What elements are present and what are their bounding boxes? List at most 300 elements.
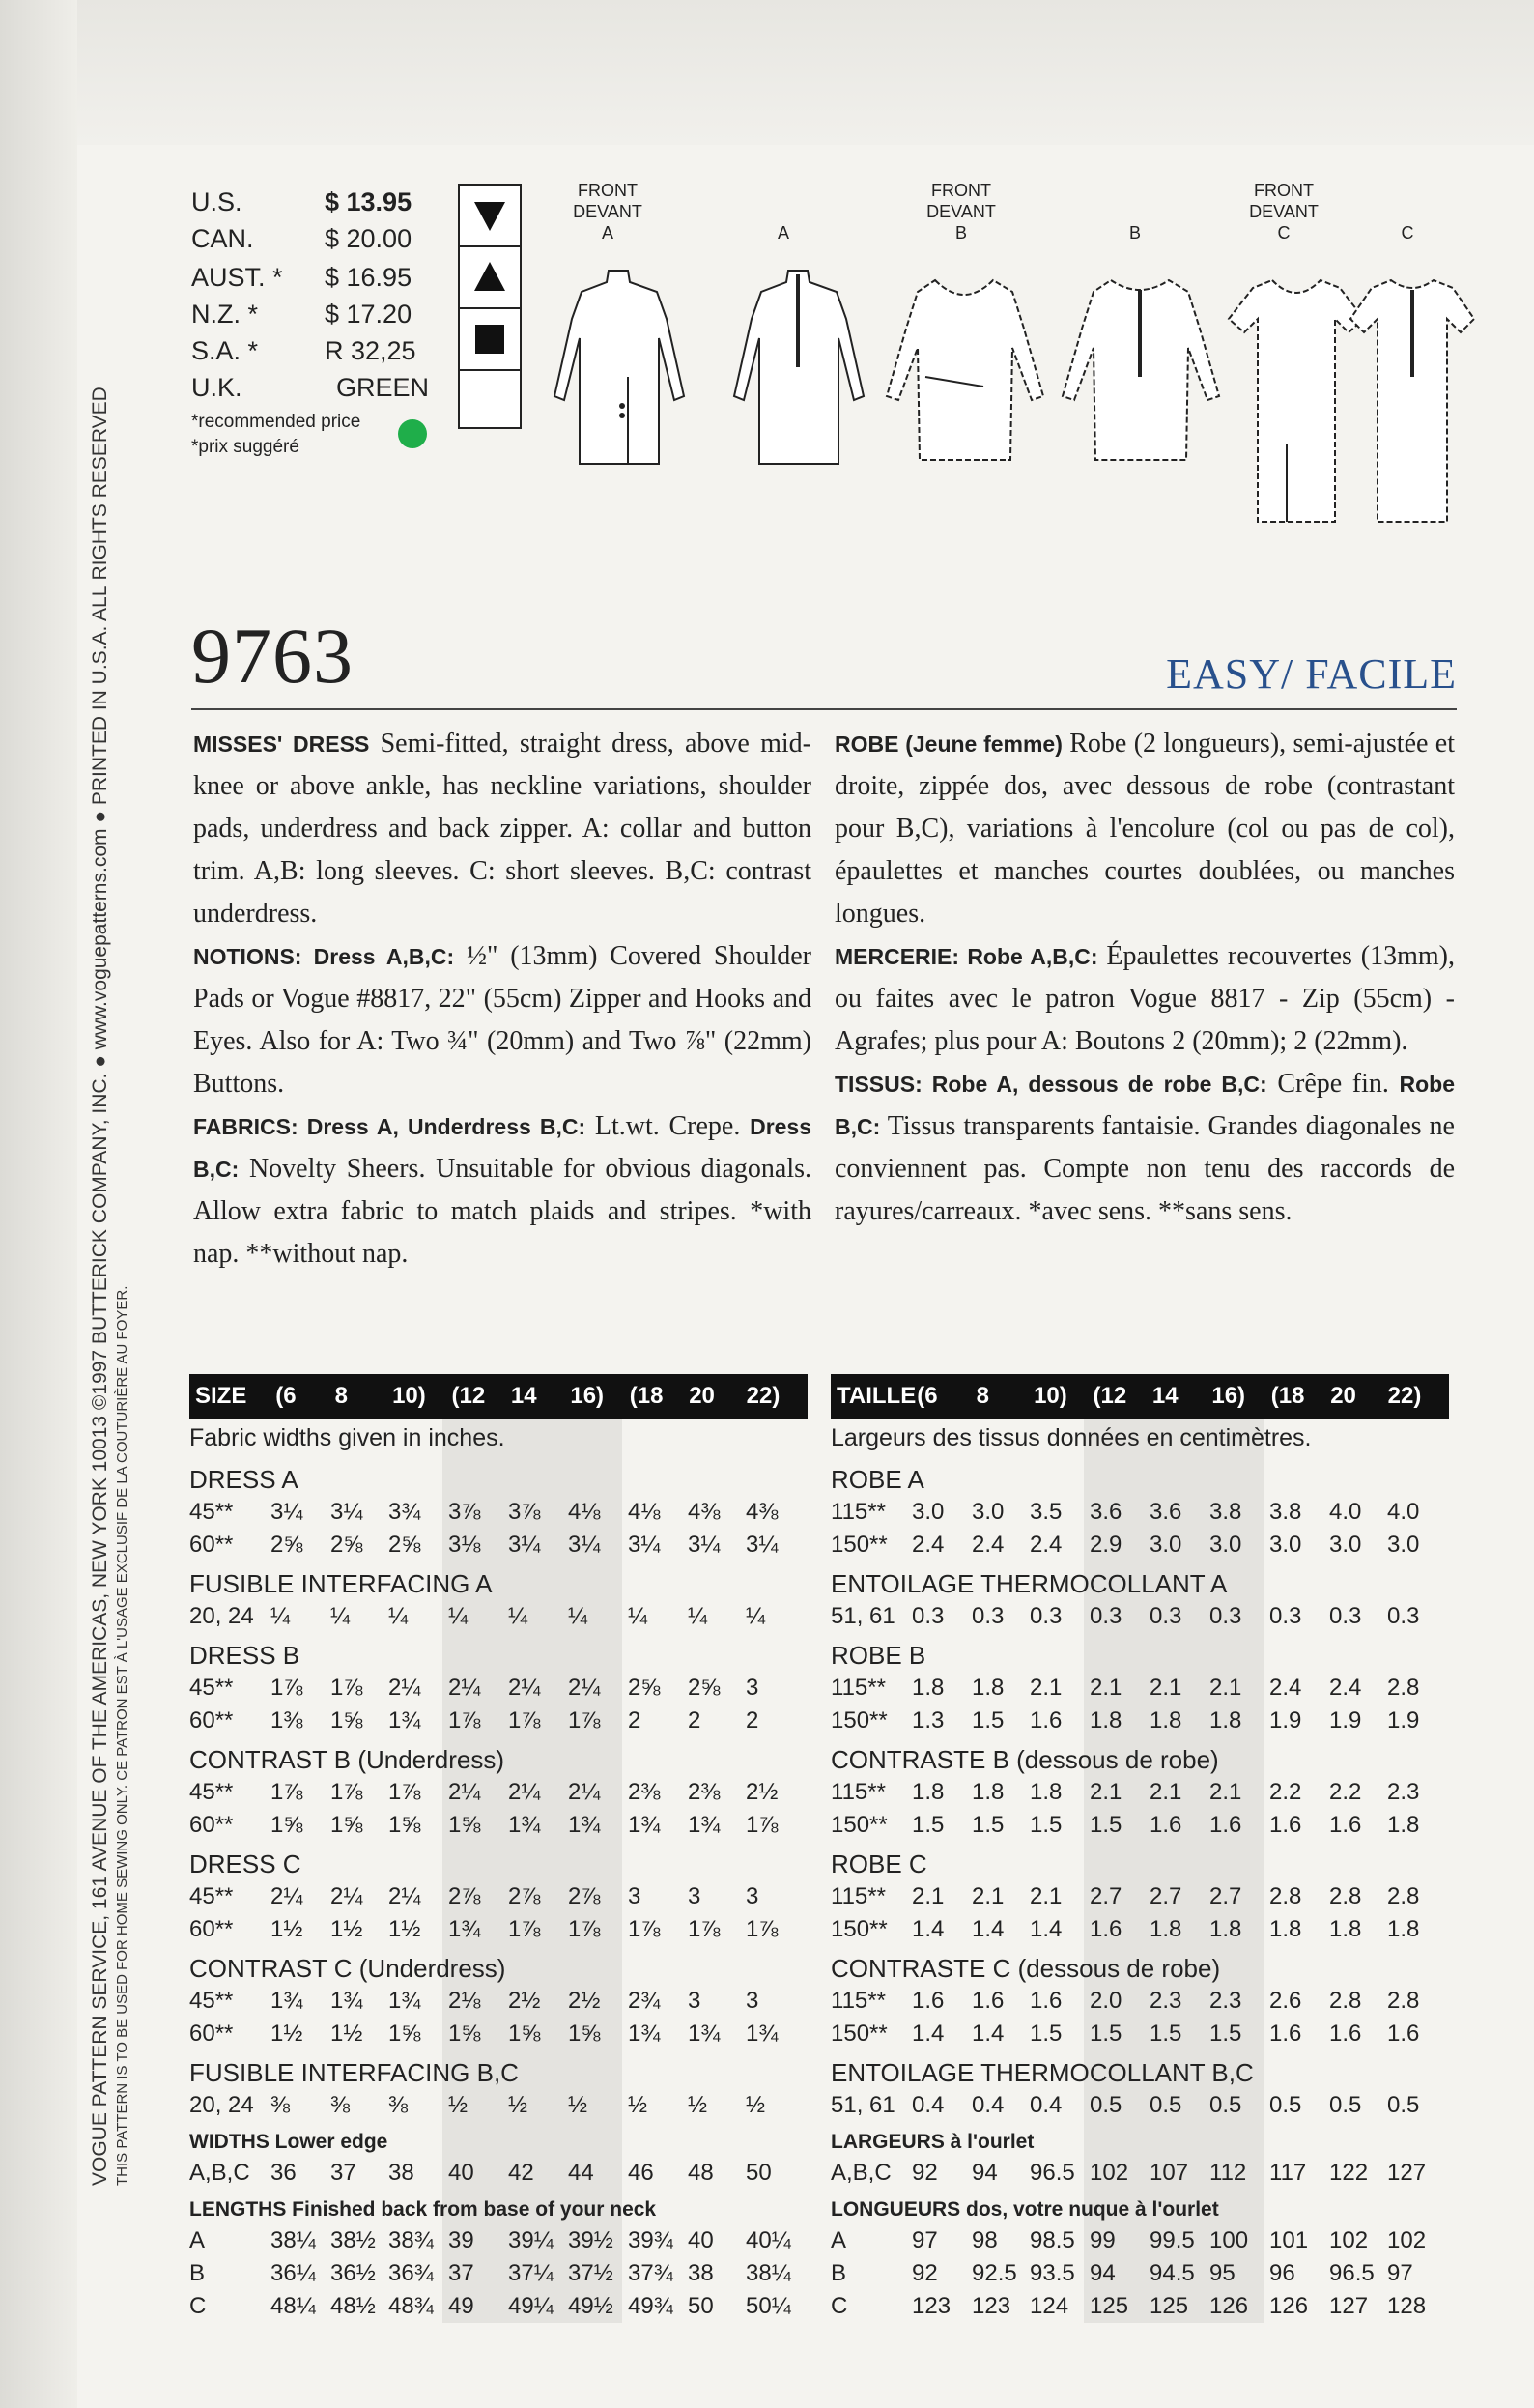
table-cell: 1.8 bbox=[1090, 1707, 1122, 1734]
table-cell: 2.8 bbox=[1329, 1988, 1362, 2014]
table-cell: 3.0 bbox=[1209, 1532, 1242, 1558]
table-cell: 0.5 bbox=[1090, 2092, 1122, 2118]
table-cell: 1.5 bbox=[1090, 2021, 1122, 2047]
table-cell: 3¼ bbox=[330, 1499, 363, 1525]
fabrics-title: TISSUS: Robe A, dessous de robe B,C: bbox=[835, 1072, 1267, 1097]
table-cell: 50 bbox=[746, 2160, 772, 2186]
table-cell: 1.8 bbox=[1209, 1916, 1242, 1942]
table-cell: 2.8 bbox=[1269, 1883, 1302, 1909]
row-label: 150** bbox=[831, 1916, 888, 1942]
fabrics-en bbox=[193, 1105, 811, 1276]
table-cell: 1¾ bbox=[330, 1988, 363, 2014]
table-cell: 3.5 bbox=[1030, 1499, 1063, 1525]
table-cell: 1.6 bbox=[1269, 1812, 1302, 1838]
table-cell: 1⅞ bbox=[746, 1812, 779, 1838]
table-cell: 4⅛ bbox=[568, 1499, 601, 1525]
table-row bbox=[831, 1985, 1449, 2018]
table-cell: 3¼ bbox=[746, 1532, 779, 1558]
envelope-side-edge bbox=[0, 0, 77, 2408]
table-row bbox=[189, 2257, 808, 2290]
table-row bbox=[831, 1529, 1449, 1562]
table-cell: 2.1 bbox=[1209, 1675, 1242, 1701]
widths-title: LARGEURS à l'ourlet bbox=[831, 2131, 1035, 2153]
table-cell: 107 bbox=[1150, 2160, 1189, 2186]
price-country: U.K. bbox=[191, 373, 242, 402]
table-cell: 36¾ bbox=[388, 2260, 434, 2286]
table-cell: 4⅛ bbox=[628, 1499, 661, 1525]
table-cell: 3¼ bbox=[270, 1499, 303, 1525]
table-row bbox=[831, 1776, 1449, 1809]
row-label: 150** bbox=[831, 1812, 888, 1838]
table-row bbox=[189, 2290, 808, 2323]
table-cell: 40 bbox=[688, 2227, 714, 2253]
table-cell: 1⅞ bbox=[688, 1916, 721, 1942]
price-amount: $ 20.00 bbox=[325, 224, 412, 253]
table-cell: 1.6 bbox=[912, 1988, 945, 2014]
table-row bbox=[189, 1913, 808, 1946]
table-cell: 48¼ bbox=[270, 2293, 316, 2319]
price-amount: $ 13.95 bbox=[325, 187, 412, 216]
table-cell: 127 bbox=[1387, 2160, 1427, 2186]
table-section-title: DRESS B bbox=[189, 1641, 300, 1670]
table-cell: 2.4 bbox=[1030, 1532, 1063, 1558]
table-cell: 1.4 bbox=[972, 2021, 1005, 2047]
table-section-title: FUSIBLE INTERFACING A bbox=[189, 1569, 493, 1598]
view-label-c-front: FRONT DEVANT C bbox=[1249, 181, 1319, 243]
table-cell: 1⅞ bbox=[628, 1916, 661, 1942]
table-section-title: CONTRAST C (Underdress) bbox=[189, 1954, 506, 1983]
view-label-b-front: FRONT DEVANT B bbox=[926, 181, 996, 243]
table-cell: 101 bbox=[1269, 2227, 1309, 2253]
table-cell: 3.6 bbox=[1090, 1499, 1122, 1525]
table-section-title: CONTRASTE B (dessous de robe) bbox=[831, 1745, 1219, 1774]
table-row bbox=[831, 1672, 1449, 1705]
size-header-cell: SIZE bbox=[195, 1383, 247, 1409]
table-cell: 1⅞ bbox=[568, 1916, 601, 1942]
pattern-number: 9763 bbox=[191, 612, 354, 700]
table-cell: 0.5 bbox=[1269, 2092, 1302, 2118]
table-row bbox=[831, 1913, 1449, 1946]
row-label: 45** bbox=[189, 1883, 234, 1909]
table-cell: 3 bbox=[746, 1675, 759, 1701]
table-cell: 44 bbox=[568, 2160, 594, 2186]
table-cell: ¼ bbox=[508, 1603, 528, 1629]
table-cell: 1.5 bbox=[1030, 1812, 1063, 1838]
table-cell: 1½ bbox=[270, 1916, 303, 1942]
table-cell: 3¼ bbox=[508, 1532, 541, 1558]
table-cell: 2.8 bbox=[1387, 1988, 1420, 2014]
table-cell: 46 bbox=[628, 2160, 654, 2186]
table-cell: 3.0 bbox=[1329, 1532, 1362, 1558]
table-row bbox=[189, 1985, 808, 2018]
table-cell: 48¾ bbox=[388, 2293, 434, 2319]
table-cell: 0.3 bbox=[1387, 1603, 1420, 1629]
table-cell: 2.1 bbox=[1090, 1779, 1122, 1805]
table-cell: 125 bbox=[1150, 2293, 1189, 2319]
table-cell: ¼ bbox=[688, 1603, 708, 1629]
table-cell: 1¾ bbox=[568, 1812, 601, 1838]
table-cell: 0.4 bbox=[972, 2092, 1005, 2118]
table-row bbox=[189, 1809, 808, 1842]
table-cell: 1⅞ bbox=[568, 1707, 601, 1734]
table-cell: 0.3 bbox=[972, 1603, 1005, 1629]
fabrics-title-2: Dress B,C: bbox=[193, 1114, 812, 1182]
table-cell: 1⅝ bbox=[330, 1707, 363, 1734]
table-cell: 0.3 bbox=[912, 1603, 945, 1629]
table-section-title: ENTOILAGE THERMOCOLLANT B,C bbox=[831, 2058, 1254, 2087]
table-cell: 36½ bbox=[330, 2260, 376, 2286]
table-cell: 1.5 bbox=[972, 1707, 1005, 1734]
table-cell: 50 bbox=[688, 2293, 714, 2319]
table-cell: 1⅝ bbox=[568, 2021, 601, 2047]
table-cell: 123 bbox=[972, 2293, 1011, 2319]
table-cell: 49½ bbox=[568, 2293, 613, 2319]
table-cell: 3¼ bbox=[628, 1532, 661, 1558]
row-label: 150** bbox=[831, 2021, 888, 2047]
table-cell: 1¾ bbox=[270, 1988, 303, 2014]
table-cell: 94 bbox=[972, 2160, 998, 2186]
table-cell: 3.0 bbox=[972, 1499, 1005, 1525]
table-cell: 1.4 bbox=[1030, 1916, 1063, 1942]
notions-fr bbox=[835, 935, 1455, 1063]
table-note: Largeurs des tissus données en centimètres. bbox=[831, 1424, 1312, 1451]
fabrics-text: Lt.wt. Crepe. bbox=[594, 1111, 741, 1141]
table-cell: 1.6 bbox=[1329, 2021, 1362, 2047]
table-cell: ½ bbox=[688, 2092, 708, 2118]
row-label: 115** bbox=[831, 1988, 886, 2014]
dress-b-front-sketch bbox=[867, 271, 1061, 473]
table-cell: 2.3 bbox=[1209, 1988, 1242, 2014]
table-cell: 117 bbox=[1269, 2160, 1307, 2186]
table-cell: 102 bbox=[1387, 2227, 1427, 2253]
table-cell: ½ bbox=[568, 2092, 588, 2118]
table-cell: 49¾ bbox=[628, 2293, 673, 2319]
table-cell: 1⅝ bbox=[508, 2021, 541, 2047]
table-cell: 100 bbox=[1209, 2227, 1249, 2253]
size-header-cell: 8 bbox=[334, 1383, 348, 1409]
size-header-cell: 20 bbox=[1330, 1383, 1356, 1409]
notions-text: Épaulettes recouvertes (13mm), ou faites avec le patron Vogue 8817 - Zip (55cm) - Agrafes; plus pour A: Boutons 2 (20mm); 2 (22mm). bbox=[835, 941, 1455, 1056]
table-cell: 2.8 bbox=[1387, 1675, 1420, 1701]
table-cell: 2⅞ bbox=[568, 1883, 601, 1909]
table-row bbox=[831, 1600, 1449, 1633]
row-label: A bbox=[189, 2227, 206, 2253]
row-label: A,B,C bbox=[831, 2160, 892, 2186]
table-cell: 97 bbox=[1387, 2260, 1413, 2286]
table-cell: 1.8 bbox=[1209, 1707, 1242, 1734]
table-cell: 2.1 bbox=[1030, 1675, 1063, 1701]
notions-title: MERCERIE: Robe A,B,C: bbox=[835, 944, 1098, 969]
size-header-cell: 14 bbox=[1151, 1383, 1179, 1409]
table-cell: 99 bbox=[1090, 2227, 1116, 2253]
table-cell: 1.8 bbox=[972, 1779, 1005, 1805]
english-description-column bbox=[193, 723, 811, 1276]
table-cell: 1⅝ bbox=[388, 1812, 421, 1838]
table-cell: 3 bbox=[746, 1988, 759, 2014]
table-cell: 3¼ bbox=[568, 1532, 601, 1558]
table-cell: 1.8 bbox=[1269, 1916, 1302, 1942]
table-row bbox=[831, 1809, 1449, 1842]
table-cell: 2½ bbox=[568, 1988, 601, 2014]
table-cell: 126 bbox=[1209, 2293, 1249, 2319]
table-cell: 0.5 bbox=[1150, 2092, 1182, 2118]
row-label: 60** bbox=[189, 1707, 234, 1734]
table-cell: 0.5 bbox=[1387, 2092, 1420, 2118]
description-en bbox=[193, 723, 811, 935]
table-cell: 2.8 bbox=[1387, 1883, 1420, 1909]
table-cell: 0.4 bbox=[912, 2092, 945, 2118]
difficulty-level: EASY/ FACILE bbox=[1166, 650, 1457, 698]
table-cell: ¼ bbox=[270, 1603, 291, 1629]
table-cell: 1⅝ bbox=[448, 1812, 481, 1838]
table-cell: 1.8 bbox=[912, 1779, 945, 1805]
table-cell: 2¼ bbox=[508, 1675, 541, 1701]
table-cell: 42 bbox=[508, 2160, 534, 2186]
table-cell: ¼ bbox=[448, 1603, 469, 1629]
price-amount: R 32,25 bbox=[325, 336, 416, 365]
table-cell: 2⅜ bbox=[688, 1779, 721, 1805]
table-section-title: ROBE A bbox=[831, 1465, 924, 1494]
table-cell: 1.5 bbox=[1090, 1812, 1122, 1838]
table-cell: 1⅞ bbox=[388, 1779, 421, 1805]
price-amount: $ 17.20 bbox=[325, 300, 412, 329]
size-header-cell: TAILLE bbox=[837, 1383, 917, 1409]
dress-b-back-sketch bbox=[1043, 271, 1236, 473]
row-label: 115** bbox=[831, 1883, 886, 1909]
table-cell: 1.8 bbox=[1150, 1916, 1182, 1942]
table-cell: 1.9 bbox=[1387, 1707, 1420, 1734]
table-cell: 40 bbox=[448, 2160, 474, 2186]
table-cell: 1¾ bbox=[448, 1916, 481, 1942]
table-cell: 0.3 bbox=[1150, 1603, 1182, 1629]
table-cell: 2.7 bbox=[1090, 1883, 1122, 1909]
table-cell: ½ bbox=[448, 2092, 469, 2118]
table-row bbox=[189, 1776, 808, 1809]
table-cell: 102 bbox=[1329, 2227, 1369, 2253]
table-row bbox=[189, 1529, 808, 1562]
table-cell: ¼ bbox=[568, 1603, 588, 1629]
table-cell: 1⅞ bbox=[330, 1675, 363, 1701]
table-cell: 37¾ bbox=[628, 2260, 673, 2286]
table-cell: 1⅞ bbox=[508, 1916, 541, 1942]
table-cell: 1.6 bbox=[1209, 1812, 1242, 1838]
table-cell: 1.6 bbox=[972, 1988, 1005, 2014]
table-cell: 2.3 bbox=[1387, 1779, 1420, 1805]
table-cell: ½ bbox=[508, 2092, 528, 2118]
table-cell: 96.5 bbox=[1030, 2160, 1075, 2186]
table-cell: 0.3 bbox=[1329, 1603, 1362, 1629]
table-cell: 0.3 bbox=[1209, 1603, 1242, 1629]
size-header-cell: 22) bbox=[746, 1383, 781, 1409]
table-cell: 3 bbox=[688, 1883, 701, 1909]
table-cell: 1.6 bbox=[1387, 2021, 1420, 2047]
table-cell: 2¼ bbox=[568, 1779, 601, 1805]
table-cell: 38¼ bbox=[746, 2260, 791, 2286]
price-country: CAN. bbox=[191, 224, 254, 253]
table-cell: 3.0 bbox=[1150, 1532, 1182, 1558]
table-cell: 4⅜ bbox=[746, 1499, 779, 1525]
table-cell: 127 bbox=[1329, 2293, 1369, 2319]
table-cell: 3 bbox=[628, 1883, 641, 1909]
table-cell: 3.8 bbox=[1209, 1499, 1242, 1525]
lengths-title: LONGUEURS dos, votre nuque à l'ourlet bbox=[831, 2198, 1219, 2221]
table-cell: 98 bbox=[972, 2227, 998, 2253]
table-cell: ⅜ bbox=[270, 2092, 291, 2118]
sidebar-usage-line: THIS PATTERN IS TO BE USED FOR HOME SEWING ONLY. CE PATRON EST À L'USAGE EXCLUSIF DE LA COUTURIÈRE AU FOYER. bbox=[114, 1285, 130, 2186]
table-cell: 49 bbox=[448, 2293, 474, 2319]
view-label-b-back: B bbox=[1128, 223, 1141, 243]
view-label-c-back: C bbox=[1401, 223, 1414, 243]
table-row bbox=[189, 2089, 808, 2122]
table-cell: 1⅞ bbox=[448, 1707, 481, 1734]
table-row bbox=[831, 2257, 1449, 2290]
table-cell: 2¼ bbox=[388, 1883, 421, 1909]
table-row bbox=[189, 1672, 808, 1705]
notions-en bbox=[193, 935, 811, 1105]
row-label: 45** bbox=[189, 1779, 234, 1805]
table-cell: 36¼ bbox=[270, 2260, 316, 2286]
notions-title: NOTIONS: Dress A,B,C: bbox=[193, 944, 455, 969]
table-cell: 96 bbox=[1269, 2260, 1295, 2286]
table-cell: 2.0 bbox=[1090, 1988, 1122, 2014]
table-cell: 2.9 bbox=[1090, 1532, 1122, 1558]
fabrics-fr bbox=[835, 1063, 1455, 1233]
row-label: B bbox=[189, 2260, 206, 2286]
table-cell: 4.0 bbox=[1387, 1499, 1420, 1525]
table-row bbox=[189, 2157, 808, 2190]
header-rule bbox=[191, 708, 1457, 710]
table-cell: 1½ bbox=[270, 2021, 303, 2047]
description-fr bbox=[835, 723, 1455, 935]
table-cell: ¼ bbox=[388, 1603, 409, 1629]
table-cell: 126 bbox=[1269, 2293, 1309, 2319]
table-cell: 1⅞ bbox=[270, 1675, 303, 1701]
size-header-cell: 16) bbox=[570, 1383, 605, 1409]
table-cell: 112 bbox=[1209, 2160, 1247, 2186]
table-cell: 3.0 bbox=[912, 1499, 945, 1525]
dress-c-back-sketch bbox=[1345, 271, 1480, 531]
table-cell: 122 bbox=[1329, 2160, 1369, 2186]
row-label: 51, 61 bbox=[831, 1603, 895, 1629]
row-label: 51, 61 bbox=[831, 2092, 895, 2118]
table-cell: 3 bbox=[688, 1988, 701, 2014]
table-cell: 39¼ bbox=[508, 2227, 554, 2253]
table-cell: 37 bbox=[448, 2260, 474, 2286]
table-cell: 50¼ bbox=[746, 2293, 791, 2319]
table-cell: 2 bbox=[628, 1707, 641, 1734]
table-cell: 39 bbox=[448, 2227, 474, 2253]
table-row bbox=[189, 1496, 808, 1529]
table-row bbox=[831, 2224, 1449, 2257]
size-header-cell: (6 bbox=[917, 1383, 938, 1409]
row-label: A bbox=[831, 2227, 847, 2253]
table-cell: ¼ bbox=[330, 1603, 351, 1629]
table-cell: 1.5 bbox=[972, 1812, 1005, 1838]
table-cell: 2.7 bbox=[1209, 1883, 1242, 1909]
row-label: 20, 24 bbox=[189, 2092, 254, 2118]
table-cell: 1.8 bbox=[1387, 1812, 1420, 1838]
table-cell: 3⅞ bbox=[448, 1499, 481, 1525]
table-cell: 1.5 bbox=[1209, 2021, 1242, 2047]
table-cell: 1.8 bbox=[1150, 1707, 1182, 1734]
table-row bbox=[831, 2290, 1449, 2323]
table-cell: 2.7 bbox=[1150, 1883, 1182, 1909]
table-cell: 1¾ bbox=[388, 1707, 421, 1734]
table-cell: 1⅝ bbox=[448, 2021, 481, 2047]
table-cell: 3 bbox=[746, 1883, 759, 1909]
table-cell: 3.0 bbox=[1269, 1532, 1302, 1558]
table-cell: 1⅜ bbox=[270, 1707, 303, 1734]
table-section-title: CONTRASTE C (dessous de robe) bbox=[831, 1954, 1221, 1983]
table-cell: 1⅞ bbox=[330, 1779, 363, 1805]
yardage-table-en bbox=[189, 1374, 808, 2323]
table-cell: 1.5 bbox=[1150, 2021, 1182, 2047]
table-cell: ⅜ bbox=[388, 2092, 409, 2118]
table-cell: 2⅛ bbox=[448, 1988, 481, 2014]
table-cell: 2⅝ bbox=[628, 1675, 661, 1701]
row-label: 60** bbox=[189, 1812, 234, 1838]
table-cell: 94.5 bbox=[1150, 2260, 1195, 2286]
price-amount: $ 16.95 bbox=[325, 263, 412, 292]
widths-title: WIDTHS Lower edge bbox=[189, 2131, 388, 2153]
fabrics-title: FABRICS: Dress A, Underdress B,C: bbox=[193, 1114, 586, 1139]
table-cell: 2⅞ bbox=[448, 1883, 481, 1909]
row-label: 60** bbox=[189, 2021, 234, 2047]
table-cell: ¼ bbox=[628, 1603, 648, 1629]
table-cell: 1⅞ bbox=[270, 1779, 303, 1805]
table-cell: 38½ bbox=[330, 2227, 376, 2253]
size-header-cell: (18 bbox=[629, 1383, 664, 1409]
table-cell: 1⅝ bbox=[270, 1812, 303, 1838]
table-cell: 1.5 bbox=[1030, 2021, 1063, 2047]
table-cell: 1¾ bbox=[746, 2021, 779, 2047]
table-cell: 128 bbox=[1387, 2293, 1427, 2319]
price-country: S.A. * bbox=[191, 336, 259, 365]
table-cell: 2⅝ bbox=[270, 1532, 303, 1558]
table-cell: 37½ bbox=[568, 2260, 613, 2286]
size-header-cell: 8 bbox=[976, 1383, 989, 1409]
row-label: 150** bbox=[831, 1532, 888, 1558]
table-cell: 1¾ bbox=[628, 2021, 661, 2047]
table-row bbox=[831, 2018, 1449, 2050]
table-section-title: ROBE C bbox=[831, 1849, 927, 1878]
price-amount: GREEN bbox=[336, 373, 430, 402]
table-cell: 48 bbox=[688, 2160, 714, 2186]
table-cell: 2.1 bbox=[1209, 1779, 1242, 1805]
table-cell: 96.5 bbox=[1329, 2260, 1375, 2286]
table-cell: ⅜ bbox=[330, 2092, 351, 2118]
table-cell: 3⅞ bbox=[508, 1499, 541, 1525]
fabrics-text: Crêpe fin. bbox=[1277, 1069, 1389, 1099]
table-cell: 1.6 bbox=[1329, 1812, 1362, 1838]
view-label-a-front: FRONT DEVANT A bbox=[573, 181, 642, 243]
table-section-title: FUSIBLE INTERFACING B,C bbox=[189, 2058, 519, 2087]
description-title: ROBE (Jeune femme) bbox=[835, 731, 1063, 757]
table-cell: 2¾ bbox=[628, 1988, 661, 2014]
table-cell: 3¼ bbox=[688, 1532, 721, 1558]
row-label: 115** bbox=[831, 1675, 886, 1701]
table-cell: 2.4 bbox=[1329, 1675, 1362, 1701]
table-cell: 1.5 bbox=[912, 1812, 945, 1838]
table-cell: 2⅝ bbox=[688, 1675, 721, 1701]
table-cell: 2.4 bbox=[912, 1532, 945, 1558]
table-cell: 1½ bbox=[330, 2021, 363, 2047]
size-header-cell: 16) bbox=[1211, 1383, 1246, 1409]
table-cell: 38¼ bbox=[270, 2227, 316, 2253]
table-cell: 1.6 bbox=[1150, 1812, 1182, 1838]
table-cell: 2.4 bbox=[972, 1532, 1005, 1558]
row-label: C bbox=[189, 2293, 207, 2319]
